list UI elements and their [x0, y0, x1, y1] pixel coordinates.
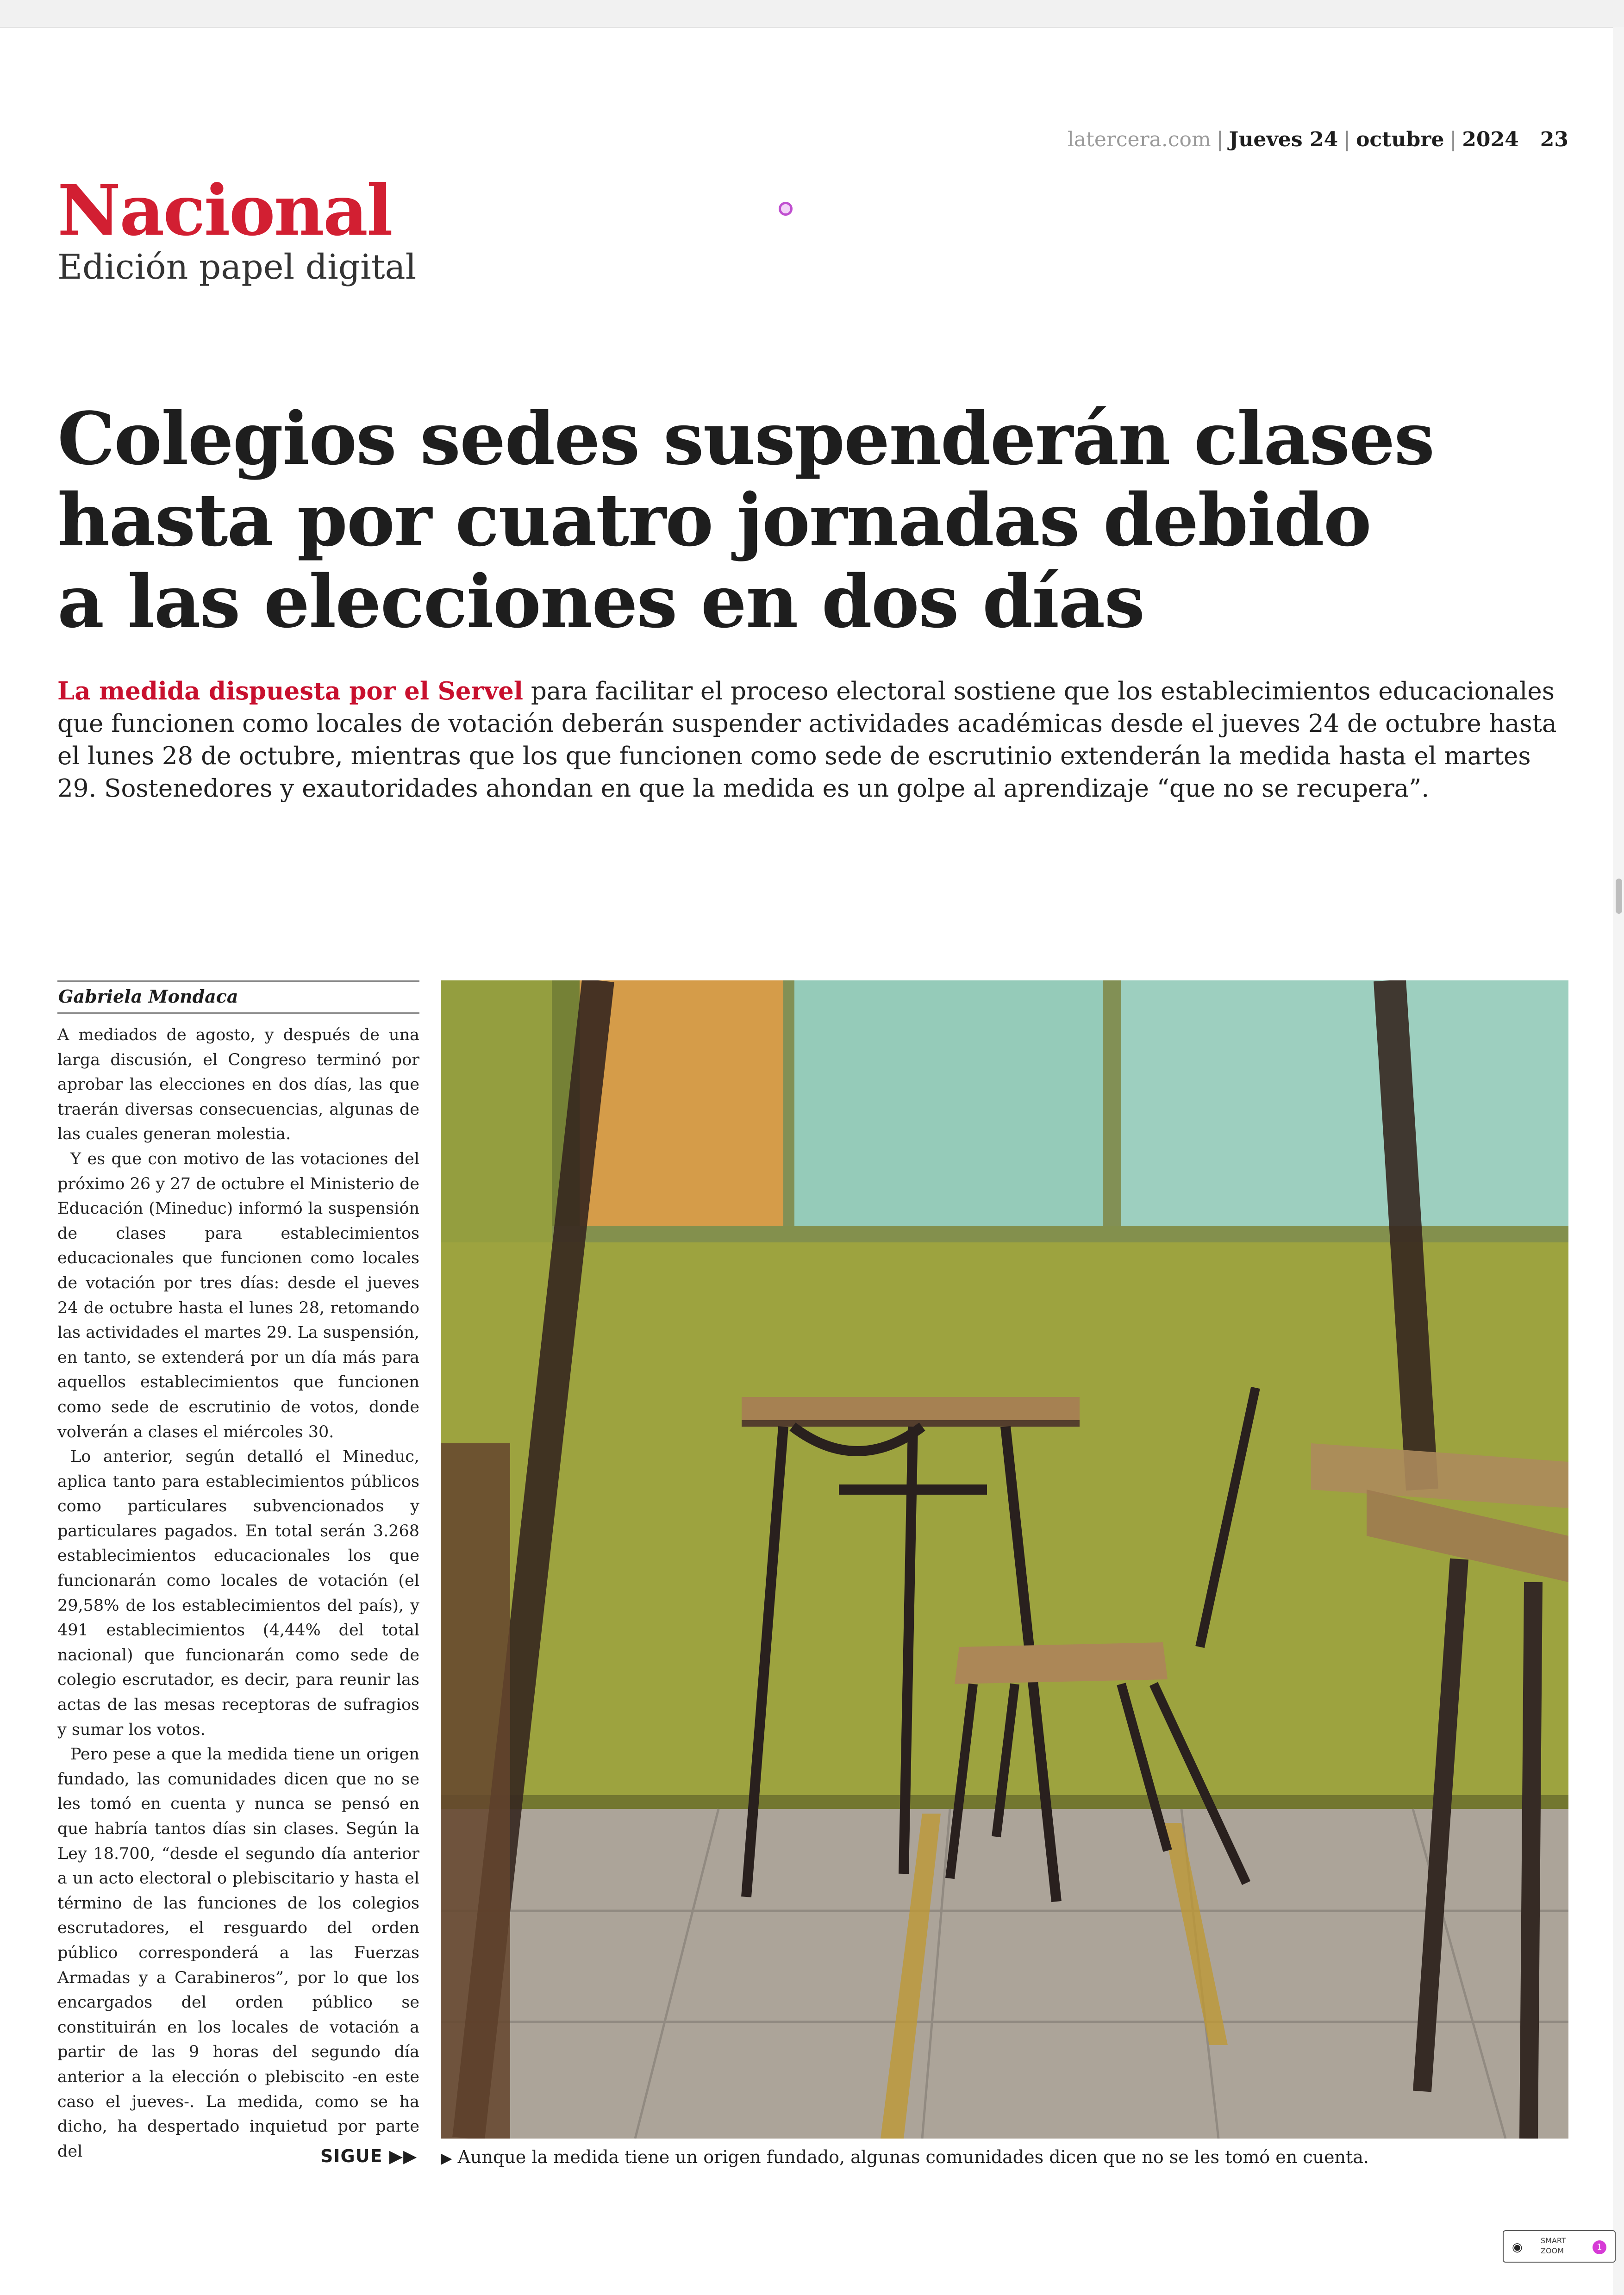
site-name: latercera.com — [1067, 128, 1211, 151]
deck-lead: La medida dispuesta por el Servel — [57, 677, 524, 705]
article-body — [57, 1023, 419, 2164]
viewer-scrollbar[interactable] — [1613, 27, 1624, 2295]
headline-line: a las elecciones en dos días — [57, 559, 1144, 644]
photo-caption — [441, 2147, 1369, 2167]
article-deck — [57, 675, 1567, 805]
page-number: 23 — [1540, 128, 1568, 151]
folio-separator: | — [1449, 128, 1457, 151]
scrollbar-thumb[interactable] — [1616, 879, 1622, 914]
section-title: Nacional — [57, 170, 392, 251]
folio-separator: | — [1343, 128, 1351, 151]
body-paragraph: Y es que con motivo de las votaciones del próximo 26 y 27 de octubre el Ministerio de Educación (Mineduc) informó la suspensión de clases para establecimientos educacionales que funcionen como locales de votación por tres días: desde el jueves 24 de octubre hasta el lunes 28, retomando las actividades el martes 29. La suspensión, en tanto, se extenderá por un día más para aquellos establecimientos que funcionen como sede de escrutinio de votos, donde volverán a clases el miércoles 30. — [57, 1149, 419, 1441]
article-photo — [441, 980, 1568, 2139]
folio-year: 2024 — [1462, 128, 1519, 151]
section-subtitle: Edición papel digital — [57, 247, 417, 287]
body-paragraph: A mediados de agosto, y después de una larga discusión, el Congreso terminó por aprobar las elecciones en dos días, las que traerán diversas consecuencias, algunas de las cuales generan molestia. — [57, 1026, 419, 1144]
continue-label: SIGUE ▶▶ — [320, 2146, 418, 2166]
smart-zoom-button[interactable] — [1503, 2230, 1616, 2263]
zoom-indicator-icon[interactable] — [779, 202, 793, 216]
caption-arrow-icon: ▶ — [441, 2149, 452, 2167]
article-headline — [57, 396, 1434, 644]
classroom-photo-illustration — [441, 980, 1568, 2139]
folio-month: octubre — [1356, 128, 1444, 151]
headline-line: Colegios sedes suspenderán clases — [57, 396, 1434, 481]
eye-icon: ◉ — [1512, 2240, 1523, 2254]
caption-text: Aunque la medida tiene un origen fundado, algunas comunidades dicen que no se les tomó en cuenta. — [457, 2147, 1369, 2167]
body-paragraph: Pero pese a que la medida tiene un origen fundado, las comunidades dicen que no se les tomó en cuenta y nunca se pensó en que habría tantos días sin clases. Según la Ley 18.700, “desde el segundo día anterior a un acto electoral o plebiscitario y hasta el término de las funciones de los colegios escrutadores, el resguardo del orden público corresponderá a las Fuerzas Armadas y a Carabineros”, por lo que los encargados del orden público se constituirán en los locales de votación a partir de las 9 horas del segundo día anterior a la elección o plebiscito -en este caso el jueves-. La medida, como se ha dicho, ha despertado inquietud por parte del — [57, 1745, 419, 2161]
smart-zoom-badge: 1 — [1593, 2240, 1606, 2254]
page-folio — [1068, 128, 1568, 151]
headline-line: hasta por cuatro jornadas debido — [57, 478, 1371, 562]
smart-zoom-label: SMART ZOOM — [1541, 2236, 1566, 2255]
viewer-top-bar — [0, 0, 1624, 28]
folio-day: Jueves 24 — [1229, 128, 1338, 151]
folio-separator: | — [1216, 128, 1224, 151]
body-paragraph: Lo anterior, según detalló el Mineduc, aplica tanto para establecimientos públicos como particulares subvencionados y particulares pagados. En total serán 3.268 establecimientos educacionales los que funcionarán como locales de votación (el 29,58% de los establecimientos del país), y 491 establecimientos (4,44% del total nacional) que funcionarán como sede de colegio escrutador, es decir, para reunir las actas de las mesas receptoras de sufragios y sumar los votos. — [57, 1447, 419, 1739]
byline: Gabriela Mondaca — [57, 980, 419, 1014]
deck-text: para facilitar el proceso electoral sostiene que los establecimientos educacionales que funcionen como locales de votación deberán suspender actividades académicas desde el jueves 24 de octubre hasta el lunes 28 de octubre, mientras que los que funcionen como sede de escrutinio extenderán la medida hasta el martes 29. Sostenedores y exautoridades ahondan en que la medida es un golpe al aprendizaje “que no se recupera”. — [57, 677, 1557, 803]
